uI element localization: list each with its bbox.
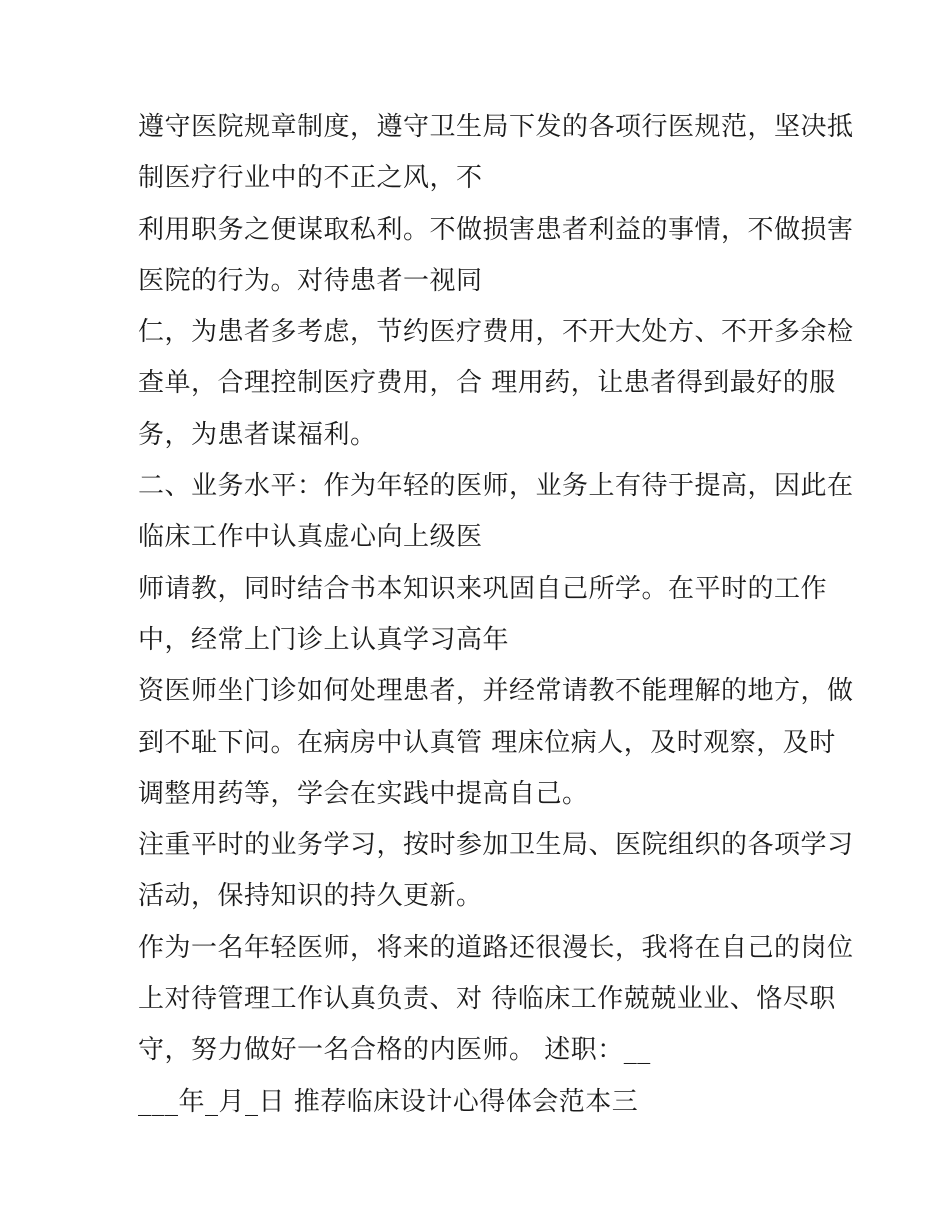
text-line: 作为一名年轻医师，将来的道路还很漫长，我将在自己的岗位 bbox=[138, 932, 854, 963]
text-line: 医院的行为。对待患者一视同 bbox=[138, 265, 483, 296]
text-line: 调整用药等，学会在实践中提高自己。 bbox=[138, 778, 589, 809]
text-line: 查单，合理控制医疗费用，合 理用药，让患者得到最好的服 bbox=[138, 368, 836, 399]
text-line: 上对待管理工作认真负责、对 待临床工作兢兢业业、恪尽职 bbox=[138, 984, 836, 1015]
text-line: 注重平时的业务学习，按时参加卫生局、医院组织的各项学习 bbox=[138, 830, 854, 861]
text-line: 师请教，同时结合书本知识来巩固自己所学。在平时的工作 bbox=[138, 573, 828, 604]
section-heading-line: 二、业务水平：作为年轻的医师，业务上有待于提高，因此在 bbox=[138, 471, 854, 502]
text-line: 守，努力做好一名合格的内医师。 述职：__ bbox=[138, 1035, 651, 1066]
text-line: 务，为患者谋福利。 bbox=[138, 419, 377, 450]
date-line: ___年_月_日 推荐临床设计心得体会范本三 bbox=[138, 1086, 639, 1117]
text-line: 仁，为患者多考虑，节约医疗费用，不开大处方、不开多余检 bbox=[138, 317, 854, 348]
document-body bbox=[138, 102, 854, 1128]
text-line: 利用职务之便谋取私利。不做损害患者利益的事情，不做损害 bbox=[138, 214, 854, 245]
text-line: 遵守医院规章制度，遵守卫生局下发的各项行医规范，坚决抵 bbox=[138, 112, 854, 142]
text-line: 制医疗行业中的不正之风，不 bbox=[138, 163, 483, 194]
text-line: 资医师坐门诊如何处理患者，并经常请教不能理解的地方，做 bbox=[138, 676, 854, 707]
text-line: 中，经常上门诊上认真学习高年 bbox=[138, 624, 510, 655]
text-line: 到不耻下问。在病房中认真管 理床位病人，及时观察，及时 bbox=[138, 727, 836, 758]
text-line: 活动，保持知识的持久更新。 bbox=[138, 881, 483, 912]
text-line: 临床工作中认真虚心向上级医 bbox=[138, 522, 483, 553]
